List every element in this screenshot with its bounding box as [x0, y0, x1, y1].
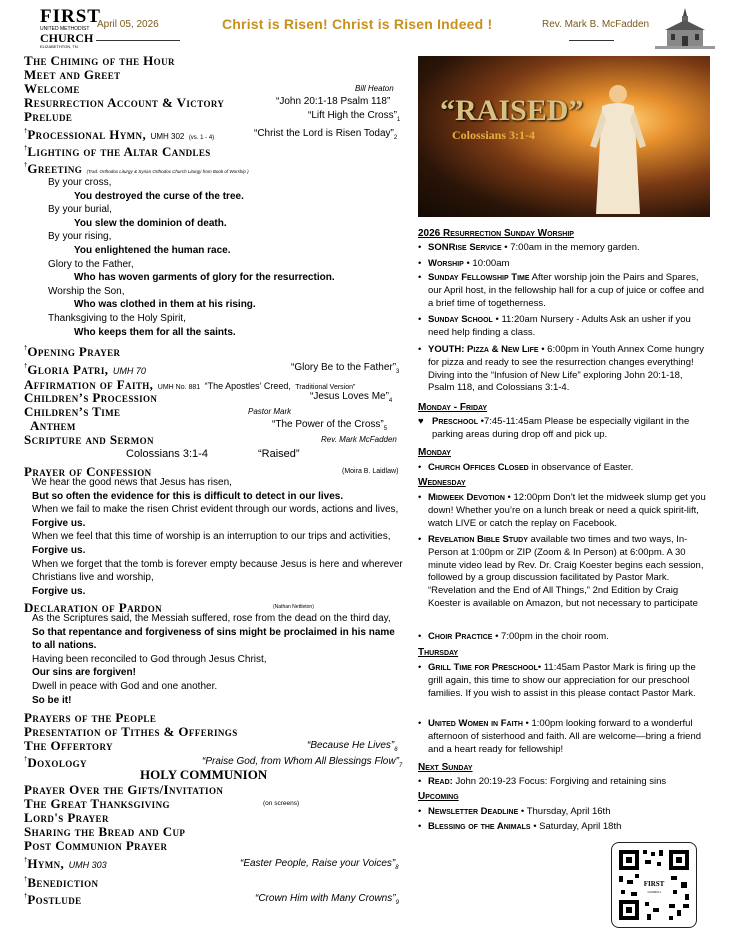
confession-note-text: (Moira B. Laidlaw: [342, 468, 397, 475]
confession-litany-line: Forgive us.: [32, 585, 86, 597]
processional-vs: (vs. 1 - 4): [188, 135, 215, 141]
meet-greet: Meet and Greet: [24, 67, 121, 82]
midweek-item: • Midweek Devotion • 12:00pm Don’t let the midweek slump get you down! Whether you’re on a lunch break or need a quick spirit-lift, watch LIVE or catch the replay on Facebook.: [418, 492, 706, 529]
resurrection-account: Resurrection Account & Victory: [24, 95, 225, 110]
dagger-mark: †: [24, 857, 28, 864]
closed-label: Church Offices Closed: [428, 462, 529, 473]
prelude: Prelude: [24, 109, 73, 124]
anthem: Anthem: [30, 418, 76, 433]
greeting-litany-line: You destroyed the curse of the tree.: [74, 190, 244, 202]
greeting-litany-line: You enlightened the human race.: [74, 245, 231, 256]
processional-title: [254, 128, 397, 141]
prayer-confession: Prayer of Confession: [24, 464, 152, 479]
qr-code-icon[interactable]: [611, 842, 697, 928]
affirmation-version: Traditional Version”: [295, 384, 356, 391]
anthem-title-text: “The Power of the Cross”: [272, 419, 384, 430]
benediction: Benediction: [27, 875, 99, 890]
prayers-people: Prayers of the People: [24, 710, 157, 725]
altar-line: [24, 143, 211, 161]
bullet-icon: •: [418, 258, 422, 269]
offices-closed-item: • Church Offices Closed in observance of Easter.: [418, 462, 634, 473]
closed-text: in observance of Easter.: [528, 462, 634, 473]
postlude-sub: 9: [395, 900, 399, 906]
greeting-litany-line: By your burial,: [48, 204, 112, 216]
confession-litany-line: Forgive us.: [32, 545, 86, 556]
raised-image: [418, 56, 710, 217]
hymn-line: [24, 855, 107, 873]
logo-united: UNITED METHODIST: [40, 26, 90, 32]
processional-line: [24, 126, 214, 144]
childrens-proc-sub: 4: [388, 398, 393, 404]
monday-heading: Monday: [418, 447, 451, 458]
post-communion: Post Communion Prayer: [24, 838, 168, 853]
prelude-title-text: “Lift High the Cross”: [308, 110, 397, 121]
opening-prayer-line: [24, 343, 120, 361]
chiming: The Chiming of the Hour: [24, 53, 175, 68]
pastor-underline: [569, 40, 614, 41]
umw-text: • 1:00pm looking forward to a wonderful afternoon of sisterhood and faith. All are welcome—bring a friend and a heart ready for fellowship!: [428, 718, 702, 755]
confession-note: (Moira B. Laidlaw): [342, 468, 399, 475]
resurrection-item: [418, 344, 708, 395]
pardon-litany-line: to all nations.: [32, 640, 97, 652]
pardon-litany-line: Our sins are forgiven!: [32, 667, 136, 679]
confession-litany-line: Christians live and worship,: [32, 572, 154, 584]
scripture-who: Rev. Mark McFadden: [321, 435, 397, 444]
pardon-note: (Nathan Nettleton): [273, 604, 314, 610]
dagger-mark: †: [24, 363, 28, 370]
confession-litany-line: When we forget that the tomb is forever empty because Jesus is here and wherever: [32, 558, 403, 570]
sharing-bread: Sharing the Bread and Cup: [24, 824, 186, 839]
resurrection-item: [418, 314, 708, 340]
prelude-title: [308, 110, 400, 123]
logo-city: ELIZABETHTON, TN: [40, 44, 78, 49]
childrens-proc-title: [310, 391, 392, 404]
offertory-sub: 6: [394, 747, 398, 753]
preschool-item: ♥ Preschool •7:45-11:45am Please be especially vigilant in the parking areas during drop off and pick up.: [418, 416, 690, 440]
revelation-item: • Revelation Bible Study available two times and two ways, In-Person at 1:00pm or ZIP (Zoom & In Person) at 6:00pm. A 30 minute video lead by Rev. Dr. Craig Koester begins each session, followed by a group discussion facilitated by Pastor Mark. “Revelation and the End of All Things,” 2nd Edition by Craig Koester is available on Amazon, but not necessary to participate: [418, 534, 704, 609]
pardon-litany-line: Having been reconciled to God through Jesus Christ,: [32, 653, 267, 665]
lords-prayer: Lord's Prayer: [24, 810, 109, 825]
choir-item: • Choir Practice • 7:00pm in the choir room.: [418, 631, 609, 642]
sermon-title: “Raised”: [258, 448, 300, 460]
grill-label: Grill Time for Preschool: [428, 662, 538, 673]
childrens-proc-title-text: “Jesus Loves Me”: [310, 391, 389, 402]
dagger-mark: †: [24, 893, 28, 900]
blessing-item: • Blessing of the Animals • Saturday, April 18th: [418, 821, 622, 832]
postlude-title: [255, 893, 399, 906]
hymn-num: UMH 303: [68, 860, 107, 870]
bulletin-date: April 05, 2026: [97, 19, 159, 30]
presentation: Presentation of Tithes & Offerings: [24, 724, 238, 739]
bullet-icon: •: [418, 314, 422, 325]
childrens-time-who: Pastor Mark: [248, 407, 292, 416]
logo-first: FIRST: [40, 6, 101, 27]
opening-prayer: Opening Prayer: [27, 344, 121, 359]
benediction-line: [24, 874, 98, 892]
preschool-text: •7:45-11:45am Please be especially vigilant in the parking areas during drop off and pick up.: [432, 416, 690, 440]
raised-reference: Colossians 3:1-4: [452, 128, 536, 142]
offertory-title: [307, 740, 398, 753]
scripture-sermon: Scripture and Sermon: [24, 432, 154, 447]
greeting-line: [24, 160, 249, 178]
grill-text: • 11:45am Pastor Mark is firing up the grill again, this time to show our appreciation for our preschool families. If you wish to assist in this please contact Pastor Mark.: [428, 662, 696, 699]
postlude: Postlude: [27, 892, 82, 907]
offertory: The Offertory: [24, 738, 113, 753]
doxology-line: [24, 754, 87, 772]
read-text: John 20:19-23 Focus: Forgiving and retaining sins: [452, 776, 667, 787]
welcome-who: Bill Heaton: [355, 84, 394, 93]
affirmation-num: UMH No. 881: [157, 384, 201, 391]
resurrection-item: [418, 272, 708, 310]
hymn-title-text: “Easter People, Raise your Voices”: [240, 858, 396, 869]
scripture-ref: Colossians 3:1-4: [126, 448, 208, 460]
logo-church: CHURCH: [40, 31, 94, 45]
blessing-text: • Saturday, April 18th: [530, 821, 622, 832]
resurrection-ref: “John 20:1-18 Psalm 118”: [276, 96, 391, 107]
holy-communion: HOLY COMMUNION: [140, 767, 268, 782]
item-text: After worship join the Pairs and Spares, our April host, in the fellowship hall for a cup of juice or coffee and a brief time of togetherness.: [428, 272, 705, 309]
offertory-title-text: “Because He Lives”: [307, 740, 395, 751]
newsletter-label: Newsletter Deadline: [428, 806, 519, 817]
greeting-litany-line: Who has woven garments of glory for the resurrection.: [74, 272, 335, 284]
newsletter-text: • Thursday, April 16th: [518, 806, 611, 817]
umw-label: United Women in Faith: [428, 718, 523, 729]
greeting-litany-line: By your rising,: [48, 231, 112, 243]
thanksgiving-note: (on screens): [263, 800, 300, 807]
bullet-icon: •: [418, 344, 422, 355]
prelude-num: 1: [396, 117, 401, 123]
pardon-litany-line: So that repentance and forgiveness of sins might be proclaimed in his name: [32, 626, 395, 638]
greeting-note: (Trad. Orthodox Liturgy & Syrian Orthodox Church Liturgy from Book of Worship ): [86, 169, 249, 174]
declaration-pardon: Declaration of Pardon: [24, 600, 163, 615]
greeting-litany-line: Who keeps them for all the saints.: [74, 326, 236, 338]
item-label: Sunday Fellowship Time: [428, 272, 530, 283]
blessing-label: Blessing of the Animals: [428, 821, 531, 832]
dagger-mark: †: [24, 876, 28, 883]
greeting-litany-line: Glory to the Father,: [48, 258, 134, 270]
read-label: Read:: [428, 776, 453, 787]
postlude-title-text: “Crown Him with Many Crowns”: [255, 893, 396, 904]
gloria-title-text: “Glory Be to the Father”: [291, 362, 397, 373]
bullet-icon: •: [418, 242, 422, 253]
gloria-sub: 3: [396, 369, 400, 375]
confession-litany-line: When we fail to make the risen Christ evident through our words, actions and lives,: [32, 504, 399, 516]
svg-text:FIRST: FIRST: [643, 880, 665, 888]
affirmation-title: “The Apostles’ Creed,: [204, 381, 291, 391]
welcome: Welcome: [24, 81, 80, 96]
anthem-title: [272, 419, 387, 432]
hymn-title: [240, 858, 399, 871]
revelation-label: Revelation Bible Study: [428, 534, 528, 545]
resurrection-item: [418, 258, 708, 271]
item-label: Worship: [428, 258, 464, 269]
gloria-patri: Gloria Patri,: [27, 362, 109, 377]
doxology-title-text: “Praise God, from Whom All Blessings Flow”: [202, 756, 399, 767]
confession-litany-line: Forgive us.: [32, 517, 86, 529]
childrens-time: Children’s Time: [24, 404, 121, 419]
hymn-sub: 8: [395, 865, 399, 871]
anthem-sub: 5: [383, 426, 388, 432]
childrens-procession: Children’s Procession: [24, 390, 158, 405]
dagger-mark: †: [24, 756, 28, 763]
next-sunday-heading: Next Sunday: [418, 762, 473, 773]
wednesday-heading: Wednesday: [418, 477, 466, 488]
date-underline: [96, 40, 180, 41]
prayer-gifts: Prayer Over the Gifts/Invitation: [24, 782, 224, 797]
affirmation: Affirmation of Faith,: [24, 377, 154, 392]
processional-title-text: “Christ the Lord is Risen Today”: [254, 128, 394, 139]
chapel-icon: [655, 6, 715, 50]
bulletin-title: Christ is Risen! Christ is Risen Indeed !: [222, 16, 493, 32]
item-text: • 6:00pm in Youth Annex Come hungry for pizza and ready to see the resurrection changes everything! Diving into the “Infusion of New Life” exploring John 20:1-18, Psalm 118, and Colossians 3:1-4.: [428, 344, 705, 394]
pardon-litany-line: Dwell in peace with God and one another.: [32, 681, 218, 692]
greeting-litany-line: You slew the dominion of death.: [74, 217, 227, 229]
item-label: Sunday School: [428, 314, 493, 325]
newsletter-item: • Newsletter Deadline • Thursday, April 16th: [418, 806, 611, 817]
dagger-mark: †: [24, 128, 28, 135]
preschool-label: Preschool: [432, 416, 479, 427]
hymn: Hymn,: [27, 856, 65, 871]
dagger-mark: †: [24, 145, 28, 152]
choir-text: • 7:00pm in the choir room.: [492, 631, 609, 642]
item-text: • 11:20am Nursery - Adults Ask an usher if you need help finding a class.: [428, 314, 691, 338]
midweek-text: • 12:00pm Don’t let the midweek slump get you down! Whether you’re on a lunch break or need a quick spirit-lift, watch LIVE or catch the replay on Facebook.: [428, 492, 706, 529]
pastor-name: Rev. Mark B. McFadden: [542, 19, 650, 30]
upcoming-heading: Upcoming: [418, 791, 459, 802]
confession-litany-line: We hear the good news that Jesus has risen,: [32, 477, 232, 488]
processional-sub: 2: [393, 135, 398, 141]
resurrection-item: [418, 242, 708, 255]
greeting-litany-line: Worship the Son,: [48, 285, 125, 297]
doxology: Doxology: [27, 755, 87, 770]
thursday-heading: Thursday: [418, 647, 459, 658]
revelation-text: available two times and two ways, In-Person at 1:00pm or ZIP (Zoom & In Person) at 6:00pm. A 30 minute video lead by Rev. Dr. Craig Koester begins each session, followed by a group discussion facilitated by Pastor Mark. “Revelation and the End of All Things,” 2nd Edition by Craig Koester is available on Amazon, but not necessary to participate: [428, 534, 704, 609]
processional: Processional Hymn,: [27, 127, 147, 142]
resurrection-heading: 2026 Resurrection Sunday Worship: [418, 228, 574, 239]
item-text: • 10:00am: [463, 258, 510, 269]
processional-num: UMH 302: [150, 132, 185, 141]
altar-candles: Lighting of the Altar Candles: [27, 144, 211, 159]
greeting-litany-line: By your cross,: [48, 177, 112, 188]
pardon-litany-line: So be it!: [32, 694, 72, 706]
umw-item: • United Women in Faith • 1:00pm looking forward to a wonderful afternoon of sisterhood and faith. All are welcome—bring a friend and a heart ready for fellowship!: [418, 718, 702, 755]
greeting-litany-line: Who was clothed in them at his rising.: [74, 299, 256, 311]
item-text: • 7:00am in the memory garden.: [501, 242, 640, 253]
confession-litany-line: When we feel that this time of worship is an interruption to our trips and activities,: [32, 531, 391, 543]
pardon-litany-line: As the Scriptures said, the Messiah suffered, rose from the dead on the third day,: [32, 613, 391, 624]
midweek-label: Midweek Devotion: [428, 492, 505, 503]
item-label: YOUTH: Pizza & New Life: [428, 344, 539, 355]
doxology-sub: 7: [398, 763, 403, 769]
church-logo: [40, 6, 101, 49]
svg-text:CHURCH: CHURCH: [647, 890, 661, 894]
gloria-title: [291, 362, 399, 375]
risen-christ-figure: [588, 76, 648, 216]
raised-word: “RAISED”: [440, 94, 584, 127]
choir-label: Choir Practice: [428, 631, 493, 642]
postlude-line: [24, 891, 82, 909]
confession-litany-line: But so often the evidence for this is difficult to detect in our lives.: [32, 490, 344, 502]
gloria-num: UMH 70: [112, 366, 146, 376]
dagger-mark: †: [24, 162, 28, 169]
grill-item: • Grill Time for Preschool• 11:45am Pastor Mark is firing up the grill again, this time to show our appreciation for our preschool families. If you wish to assist in this please contact Pastor Mark.: [418, 662, 696, 699]
greeting-litany-line: Thanksgiving to the Holy Spirit,: [48, 313, 186, 324]
bullet-icon: •: [418, 272, 422, 283]
header: [0, 0, 730, 52]
item-label: SONRise Service: [428, 242, 502, 253]
read-item: • Read: John 20:19-23 Focus: Forgiving and retaining sins: [418, 776, 667, 787]
greeting: Greeting: [27, 161, 83, 176]
monday-friday-heading: Monday - Friday: [418, 402, 488, 413]
dagger-mark: †: [24, 345, 28, 352]
great-thanksgiving: The Great Thanksgiving: [24, 796, 170, 811]
